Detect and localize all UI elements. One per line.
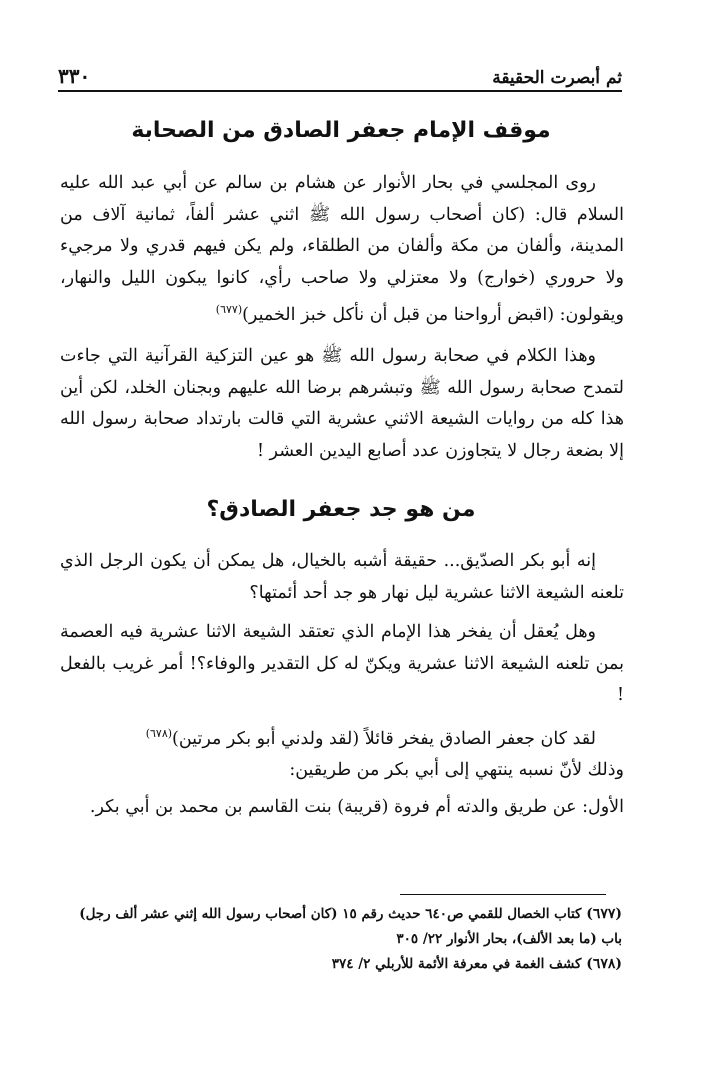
- page-header: [58, 56, 622, 92]
- paragraph: [60, 755, 624, 787]
- footnote-text: كشف الغمة في معرفة الأئمة للأربلي ٢/ ٣٧٤: [331, 956, 582, 972]
- page-number: ٣٣٠: [58, 64, 91, 88]
- section-heading-companions: موقف الإمام جعفر الصادق من الصحابة: [131, 118, 551, 143]
- section2-body: [60, 546, 624, 824]
- footnote-ref: (٦٧٨): [145, 726, 173, 740]
- section1-body: [60, 168, 624, 467]
- paragraph: [60, 168, 624, 331]
- section-heading-grandfather: من هو جد جعفر الصادق؟: [206, 497, 476, 522]
- paragraph: [60, 546, 624, 609]
- paragraph: [60, 341, 624, 467]
- footnotes: [60, 902, 622, 977]
- footnote-number: (٦٧٨): [586, 956, 622, 972]
- footnote-number: (٦٧٧): [586, 906, 622, 922]
- paragraph: [60, 792, 624, 824]
- footnote-item: [60, 952, 622, 977]
- footnote-text: كتاب الخصال للقمي ص٦٤٠ حديث رقم ١٥ (كان أصحاب رسول الله إثني عشر ألف رجل) باب (ما بعد الألف)، بحار الأنوار ٢٢/ ٣٠٥: [79, 906, 622, 947]
- paragraph: [60, 617, 624, 712]
- footnote-ref: (٦٧٧): [215, 303, 243, 316]
- paragraph-text: وهذا الكلام في صحابة رسول الله ﷺ هو عين التزكية القرآنية التي جاءت لتمدح صحابة رسول الله ﷺ وتبشرهم برضا الله عليهم وبجنان الخلد، لكن أين هذا كله من روايات الشيعة الاثني عشرية التي قالت بارتداد صحابة رسول الله إلا بضعة رجال لا يتجاوزن عدد أصابع اليدين العشر !: [60, 346, 624, 461]
- paragraph-text: الأول: عن طريق والدته أم فروة (قريبة) بنت القاسم بن محمد بن أبي بكر.: [89, 797, 624, 818]
- paragraph-text: وذلك لأنّ نسبه ينتهي إلى أبي بكر من طريقين:: [289, 759, 624, 780]
- paragraph: [60, 718, 624, 755]
- paragraph-text: روى المجلسي في بحار الأنوار عن هشام بن سالم عن أبي عبد الله عليه السلام قال: (كان أصحاب رسول الله ﷺ اثني عشر ألفاً، ثمانية آلاف من المدينة، وألفان من مكة وألفان من الطلقاء، ولم يكن فيهم قدري ولا مرجيء ولا حروري (خوارج) ولا معتزلي ولا صاحب رأي، كانوا يبكون الليل والنهار، ويقولون: (اقبض أرواحنا من قبل أن نأكل خبز الخمير): [60, 173, 624, 325]
- footnote-item: [60, 902, 622, 952]
- running-title: ثم أبصرت الحقيقة: [492, 68, 622, 88]
- paragraph-text: إنه أبو بكر الصدّيق... حقيقة أشبه بالخيال، هل يمكن أن يكون الرجل الذي تلعنه الشيعة الاثنا عشرية ليل نهار هو جد أحد أئمتها؟: [60, 551, 624, 603]
- paragraph-text: لقد كان جعفر الصادق يفخر قائلاً (لقد ولدني أبو بكر مرتين): [172, 728, 596, 749]
- paragraph-text: وهل يُعقل أن يفخر هذا الإمام الذي تعتقد الشيعة الاثنا عشرية فيه العصمة بمن تلعنه الشيعة الاثنا عشرية ويكنّ له كل التقدير والوفاء؟! أمر غريب بالفعل !: [60, 622, 624, 705]
- footnote-divider: [400, 894, 606, 895]
